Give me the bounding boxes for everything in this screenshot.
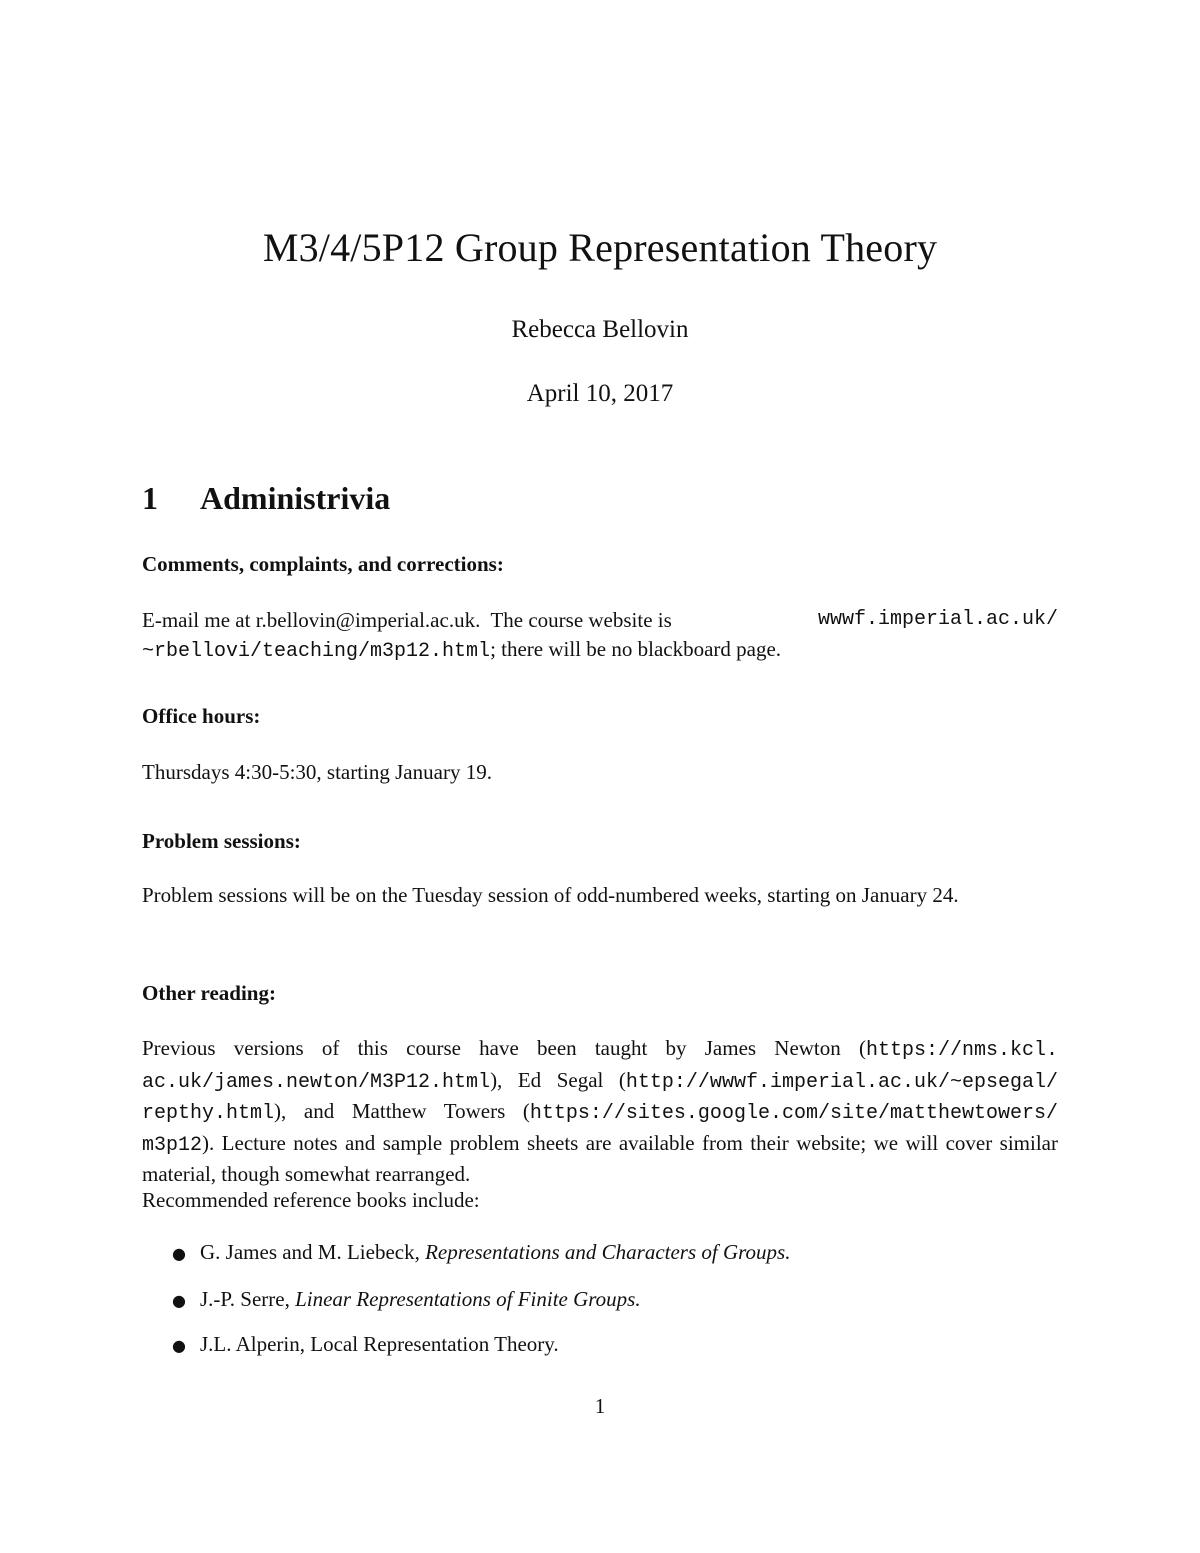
page-number: 1 [594,1394,606,1418]
towers-link-part1[interactable]: https://sites.google.com/site/matthewtowers/ [529,1102,1058,1125]
recommended-intro: Recommended reference books include: [142,1188,480,1212]
other-reading-heading: Other reading: [142,981,276,1005]
newton-link-part2[interactable]: ac.uk/james.newton/M3P12.html [142,1070,491,1094]
blackboard-note: ; there will be no blackboard page. [490,636,782,661]
other-reading-segal-text: ), Ed Segal ( [490,1067,626,1092]
segal-link-part2[interactable]: repthy.html [142,1102,275,1125]
problem-sessions-text: Problem sessions will be on the Tuesday session of odd-numbered weeks, starting on January 24. [142,883,959,907]
bullet-icon: ● [172,1336,186,1355]
book-title: Linear Representations of Finite Groups. [295,1287,641,1311]
section-heading [142,480,390,517]
book-author: J.L. Alperin, Local Representation Theory. [200,1332,559,1356]
segal-link-part1[interactable]: http://wwwf.imperial.ac.uk/~epsegal/ [625,1070,1058,1094]
section-title: Administrivia [200,480,391,516]
other-reading-intro: Previous versions of this course have been taught by James Newton ( [142,1036,866,1060]
other-reading-towers-text: ), and Matthew Towers ( [274,1099,530,1123]
office-hours-text: Thursdays 4:30-5:30, starting January 19. [142,760,492,784]
course-website-link[interactable]: wwwf.imperial.ac.uk/ [817,608,1058,631]
section-number: 1 [142,480,158,516]
book-author: G. James and M. Liebeck, [200,1240,426,1264]
document-title: M3/4/5P12 Group Representation Theory [262,225,938,270]
author-name: Rebecca Bellovin [511,316,689,343]
towers-link-part2[interactable]: m3p12 [142,1133,203,1157]
comments-heading: Comments, complaints, and corrections: [142,552,504,576]
other-reading-end: ). Lecture notes and sample problem sheets are available from their website; we will cover similar material, though somewhat rearranged. [142,1130,1058,1186]
document-date: April 10, 2017 [526,380,674,407]
book-author: J.-P. Serre, [200,1287,296,1311]
bullet-icon: ● [172,1291,186,1310]
book-item [200,1240,1060,1265]
course-website-link-continued[interactable]: ~rbellovi/teaching/m3p12.html [142,639,491,663]
bullet-icon: ● [172,1244,186,1263]
problem-sessions-heading: Problem sessions: [142,829,301,853]
comments-paragraph [142,606,1058,666]
other-reading-paragraph [142,1034,1058,1189]
book-title: Representations and Characters of Groups. [425,1240,791,1264]
office-hours-heading: Office hours: [142,704,261,728]
newton-link-part1[interactable]: https://nms.kcl. [865,1039,1058,1062]
book-item [200,1287,1060,1312]
email-text: E-mail me at r.bellovin@imperial.ac.uk. The course website is [142,608,678,632]
book-item [200,1332,1060,1357]
